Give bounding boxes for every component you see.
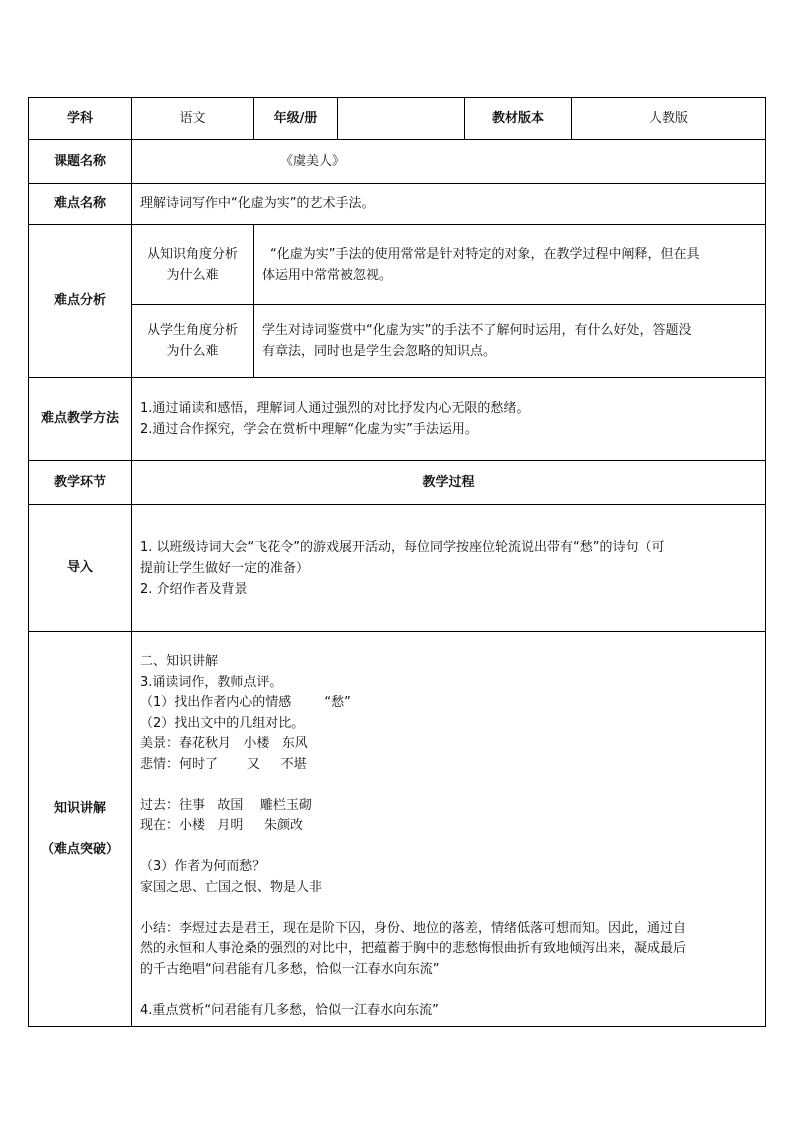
student-angle-text-line1: 学生对诗词鉴赏中“化虚为实”的手法不了解何时运用，有什么好处，答题没 bbox=[262, 323, 692, 338]
knowledge-angle-text bbox=[254, 225, 766, 305]
knowledge-angle-label bbox=[132, 225, 254, 305]
knowledge-angle-label-line1: 从知识角度分析 bbox=[146, 246, 238, 262]
difficulty-name-row bbox=[29, 184, 766, 225]
difficulty-name-label: 难点名称 bbox=[29, 184, 132, 225]
knowledge-angle-text-line2: 体运用中常常被忽视。 bbox=[262, 267, 393, 283]
student-angle-label-line1: 从学生角度分析 bbox=[146, 323, 238, 338]
stage-header: 教学环节 bbox=[29, 461, 132, 505]
knowledge-line: 二、知识讲解 bbox=[140, 654, 219, 669]
knowledge-content bbox=[132, 632, 766, 1027]
knowledge-line: 家国之思、亡国之恨、物是人非 bbox=[140, 879, 323, 895]
header-row bbox=[29, 98, 766, 140]
intro-row bbox=[29, 505, 766, 632]
process-header-row bbox=[29, 461, 766, 505]
intro-line2: 提前让学生做好一定的准备） bbox=[140, 560, 310, 576]
knowledge-line: 然的永恒和人事沧桑的强烈的对比中，把蕴蓄于胸中的悲愁悔恨曲折有致地倾泻出来，凝成最后 bbox=[140, 941, 687, 956]
knowledge-line: 悲情：何时了 又 不堪 bbox=[140, 756, 307, 772]
teaching-method-text bbox=[132, 378, 766, 461]
knowledge-line: （1）找出作者内心的情感 “愁” bbox=[140, 695, 351, 710]
student-angle-row bbox=[132, 305, 766, 378]
grade-value bbox=[338, 98, 465, 140]
student-angle-text bbox=[254, 305, 766, 378]
intro-label: 导入 bbox=[29, 505, 132, 632]
student-angle-label bbox=[132, 305, 254, 378]
knowledge-line: 3.诵读词作，教师点评。 bbox=[140, 674, 283, 690]
difficulty-analysis-row bbox=[29, 225, 766, 378]
knowledge-line: 的千古绝唱“问君能有几多愁，恰似一江春水向东流” bbox=[140, 961, 440, 977]
lesson-plan-table bbox=[28, 97, 766, 1027]
difficulty-name-value: 理解诗词写作中“化虚为实”的艺术手法。 bbox=[132, 184, 766, 225]
teaching-method-row bbox=[29, 378, 766, 461]
knowledge-line: 美景：春花秋月 小楼 东风 bbox=[140, 736, 308, 751]
edition-label: 教材版本 bbox=[465, 98, 572, 140]
intro-line1: 1. 以班级诗词大会“飞花令”的游戏展开活动，每位同学按座位轮流说出带有“愁”的诗句（可 bbox=[140, 539, 665, 555]
topic-row bbox=[29, 140, 766, 184]
knowledge-blank-line bbox=[140, 837, 757, 858]
teaching-method-line1: 1.通过诵读和感悟，理解词人通过强烈的对比抒发内心无限的愁绪。 bbox=[140, 401, 530, 416]
topic-value: 《虞美人》 bbox=[280, 153, 346, 169]
analysis-subtable bbox=[131, 224, 766, 378]
knowledge-row bbox=[29, 632, 766, 1027]
edition-value: 人教版 bbox=[572, 98, 766, 140]
knowledge-blank-line bbox=[140, 898, 757, 919]
knowledge-line: 现在：小楼 月明 朱颜改 bbox=[140, 818, 304, 833]
knowledge-label-cell bbox=[29, 632, 132, 1027]
topic-cell bbox=[132, 140, 766, 184]
teaching-method-label: 难点教学方法 bbox=[29, 378, 132, 461]
knowledge-angle-text-line1: “化虚为实”手法的使用常常是针对特定的对象，在教学过程中阐释，但在具 bbox=[270, 246, 700, 262]
knowledge-line: （3）作者为何而愁？ bbox=[140, 859, 266, 874]
difficulty-analysis-label: 难点分析 bbox=[29, 225, 132, 378]
knowledge-line: 过去：往事 故国 雕栏玉砌 bbox=[140, 797, 312, 813]
knowledge-blank-line bbox=[140, 775, 757, 796]
teaching-method-line2: 2.通过合作探究，学会在赏析中理解“化虚为实”手法运用。 bbox=[140, 422, 478, 437]
knowledge-line: 小结：李煜过去是君王，现在是阶下囚，身份、地位的落差，情绪低落可想而知。因此，通过自 bbox=[140, 920, 687, 936]
knowledge-label: 知识讲解 bbox=[53, 800, 106, 816]
process-header: 教学过程 bbox=[132, 461, 766, 505]
knowledge-sublabel: （难点突破） bbox=[40, 841, 119, 857]
knowledge-line: 4.重点赏析“问君能有几多愁，恰似一江春水向东流” bbox=[140, 1002, 439, 1018]
grade-label: 年级/册 bbox=[254, 98, 338, 140]
analysis-container bbox=[132, 225, 766, 378]
intro-line3: 2. 介绍作者及背景 bbox=[140, 581, 248, 597]
subject-label: 学科 bbox=[29, 98, 132, 140]
knowledge-angle-row bbox=[132, 225, 766, 305]
knowledge-angle-label-line2: 为什么难 bbox=[166, 267, 219, 283]
subject-value: 语文 bbox=[132, 98, 254, 140]
student-angle-label-line2: 为什么难 bbox=[166, 344, 219, 359]
topic-label: 课题名称 bbox=[29, 140, 132, 184]
student-angle-text-line2: 有章法，同时也是学生会忽略的知识点。 bbox=[262, 344, 497, 359]
intro-text bbox=[132, 505, 766, 632]
knowledge-line: （2）找出文中的几组对比。 bbox=[140, 715, 305, 731]
knowledge-blank-line bbox=[140, 980, 757, 1001]
